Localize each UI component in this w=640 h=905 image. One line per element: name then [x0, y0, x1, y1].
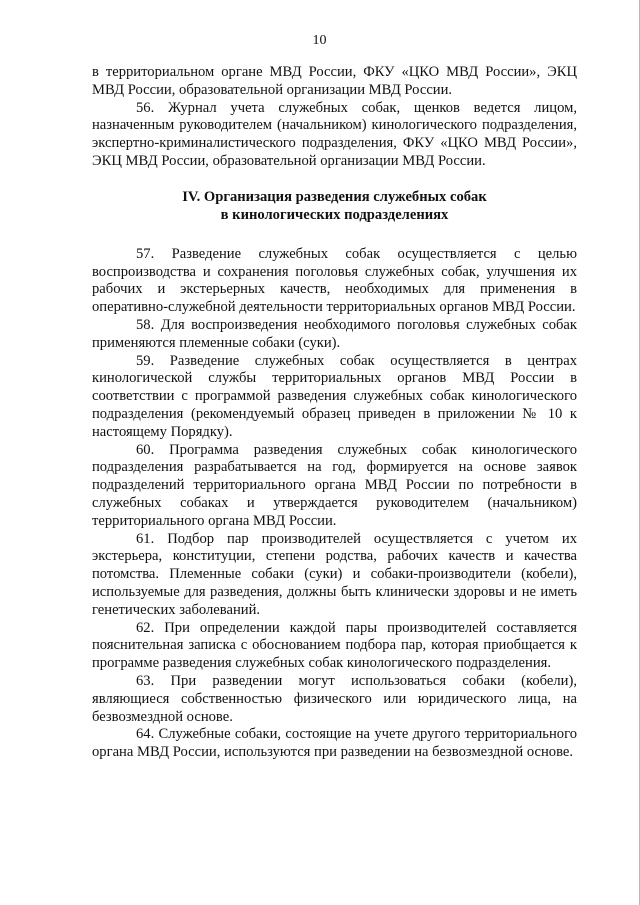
section-heading-line-2: в кинологических подразделениях	[220, 206, 449, 223]
paragraph-57: 57. Разведение служебных собак осуществляется с целью воспроизводства и сохранения поголовья служебных собак, улучшения их рабочих и экстерьерных качеств, необходимых для применения в оперативно-служебной деятельности территориальных органов МВД России.	[92, 245, 577, 316]
paragraph-continuation: в территориальном органе МВД России, ФКУ «ЦКО МВД России», ЭКЦ МВД России, образовательной организации МВД России.	[92, 64, 577, 98]
page-number: 10	[312, 33, 327, 48]
paragraph-61: 61. Подбор пар производителей осуществляется с учетом их экстерьера, конституции, степени родства, рабочих качеств и качества потомства. Племенные собаки (суки) и собаки-производители (кобели), используемые для разведения, должны быть клинически здоровы и не иметь генетических заболеваний.	[92, 530, 577, 618]
paragraph-58: 58. Для воспроизведения необходимого поголовья служебных собак применяются племенные собаки (суки).	[92, 316, 577, 351]
section-heading	[92, 188, 577, 224]
paragraph-60: 60. Программа разведения служебных собак кинологического подразделения разрабатывается на год, формируется на основе заявок подразделений территориального органа МВД России по потребности в служебных собаках и утверждается руководителем (начальником) территориального органа МВД России.	[92, 441, 577, 529]
document-body	[92, 64, 577, 762]
paragraph-59: 59. Разведение служебных собак осуществляется в центрах кинологической службы территориальных органов МВД России в соответствии с программой разведения служебных собак кинологического подразделения (рекомендуемый образец приведен в приложении № 10 к настоящему Порядку).	[92, 352, 577, 440]
paragraph-56: 56. Журнал учета служебных собак, щенков ведется лицом, назначенным руководителем (начальником) кинологического подразделения, экспертно-криминалистического подразделения, ФКУ «ЦКО МВД России», ЭКЦ МВД России, образовательной организации МВД России.	[92, 99, 577, 169]
paragraph-63: 63. При разведении могут использоваться собаки (кобели), являющиеся собственностью физического или юридического лица, на безвозмездной основе.	[92, 672, 577, 725]
paragraph-64: 64. Служебные собаки, состоящие на учете другого территориального органа МВД России, используются при разведении на безвозмездной основе.	[92, 726, 577, 761]
section-heading-line-1: IV. Организация разведения служебных собак	[182, 188, 487, 205]
paragraph-62: 62. При определении каждой пары производителей составляется пояснительная записка с обоснованием подбора пар, которая приобщается к программе разведения служебных собак кинологического подразделения.	[92, 619, 577, 672]
